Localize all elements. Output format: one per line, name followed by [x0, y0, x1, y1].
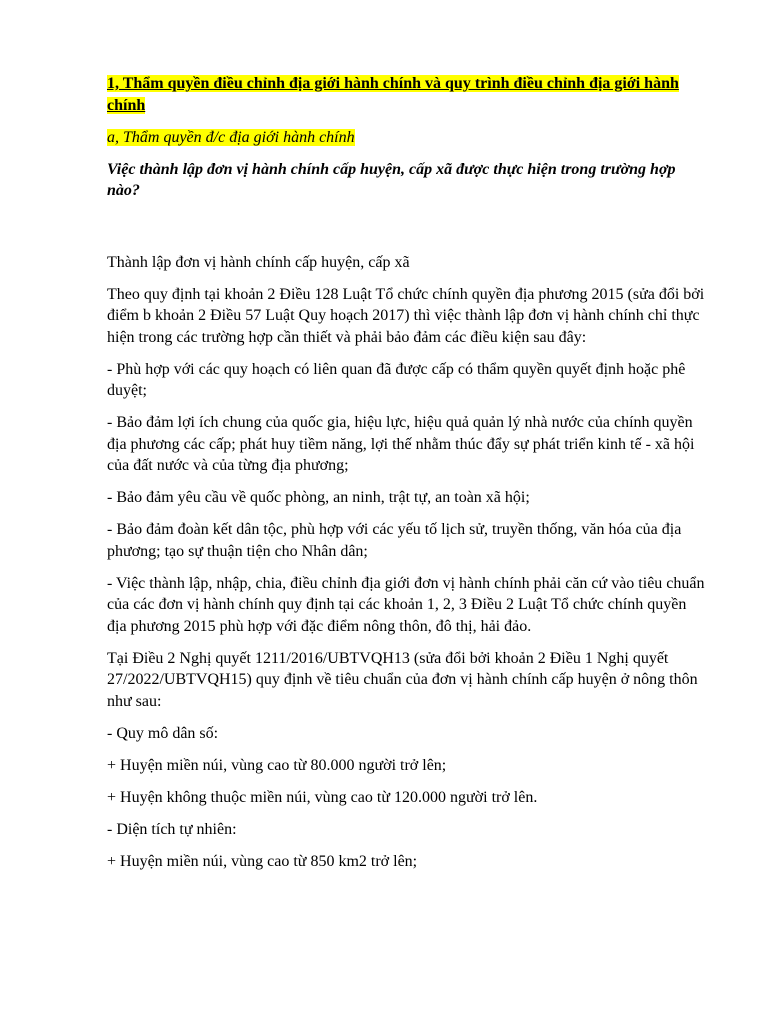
paragraph-condition-standards: - Việc thành lập, nhập, chia, điều chỉnh địa giới đơn vị hành chính phải căn cứ vào tiêu chuẩn của các đơn vị hành chính quy định tại các khoản 1, 2, 3 Điều 2 Luật Tổ chức chính quyền địa phương 2015 phù hợp với đặc điểm nông thôn, đô thị, hải đảo. [107, 574, 705, 635]
paragraph-area-heading: - Diện tích tự nhiên: [107, 820, 237, 838]
section-heading [107, 73, 707, 116]
paragraph-legal-basis: Theo quy định tại khoản 2 Điều 128 Luật Tổ chức chính quyền địa phương 2015 (sửa đổi bởi điểm b khoản 2 Điều 57 Luật Quy hoạch 2017) thì việc thành lập đơn vị hành chính chỉ thực hiện trong các trường hợp cần thiết và phải bảo đảm các điều kiện sau đây: [107, 285, 705, 346]
paragraph-area-mountain: + Huyện miền núi, vùng cao từ 850 km2 trở lên; [107, 852, 418, 870]
subsection-heading [107, 127, 707, 149]
paragraph-population-heading: - Quy mô dân số: [107, 724, 219, 742]
section-heading-text: 1, Thẩm quyền điều chỉnh địa giới hành chính và quy trình điều chỉnh địa giới hành chính [107, 75, 679, 114]
paragraph-condition-security: - Bảo đảm yêu cầu về quốc phòng, an ninh, trật tự, an toàn xã hội; [107, 489, 530, 506]
paragraph-population-other: + Huyện không thuộc miền núi, vùng cao từ 120.000 người trở lên. [107, 788, 538, 806]
paragraph-population-mountain: + Huyện miền núi, vùng cao từ 80.000 người trở lên; [107, 756, 447, 774]
question-text: Việc thành lập đơn vị hành chính cấp huyện, cấp xã được thực hiện trong trường hợp nào? [107, 160, 676, 199]
paragraph-intro: Thành lập đơn vị hành chính cấp huyện, cấp xã [107, 253, 410, 271]
subsection-heading-text: a, Thẩm quyền đ/c địa giới hành chính [107, 129, 355, 146]
paragraph-condition-planning: - Phù hợp với các quy hoạch có liên quan đã được cấp có thẩm quyền quyết định hoặc phê duyệt; [107, 360, 686, 399]
paragraph-resolution: Tại Điều 2 Nghị quyết 1211/2016/UBTVQH13 (sửa đổi bởi khoản 2 Điều 1 Nghị quyết 27/2022/UBTVQH15) quy định về tiêu chuẩn của đơn vị hành chính cấp huyện ở nông thôn như sau: [107, 649, 698, 710]
document-page [107, 73, 707, 883]
paragraph-condition-unity: - Bảo đảm đoàn kết dân tộc, phù hợp với các yếu tố lịch sử, truyền thống, văn hóa của địa phương; tạo sự thuận tiện cho Nhân dân; [107, 521, 682, 560]
paragraph-condition-interest: - Bảo đảm lợi ích chung của quốc gia, hiệu lực, hiệu quả quản lý nhà nước của chính quyền địa phương các cấp; phát huy tiềm năng, lợi thế nhằm thúc đẩy sự phát triển kinh tế - xã hội của đất nước và của từng địa phương; [107, 414, 695, 474]
